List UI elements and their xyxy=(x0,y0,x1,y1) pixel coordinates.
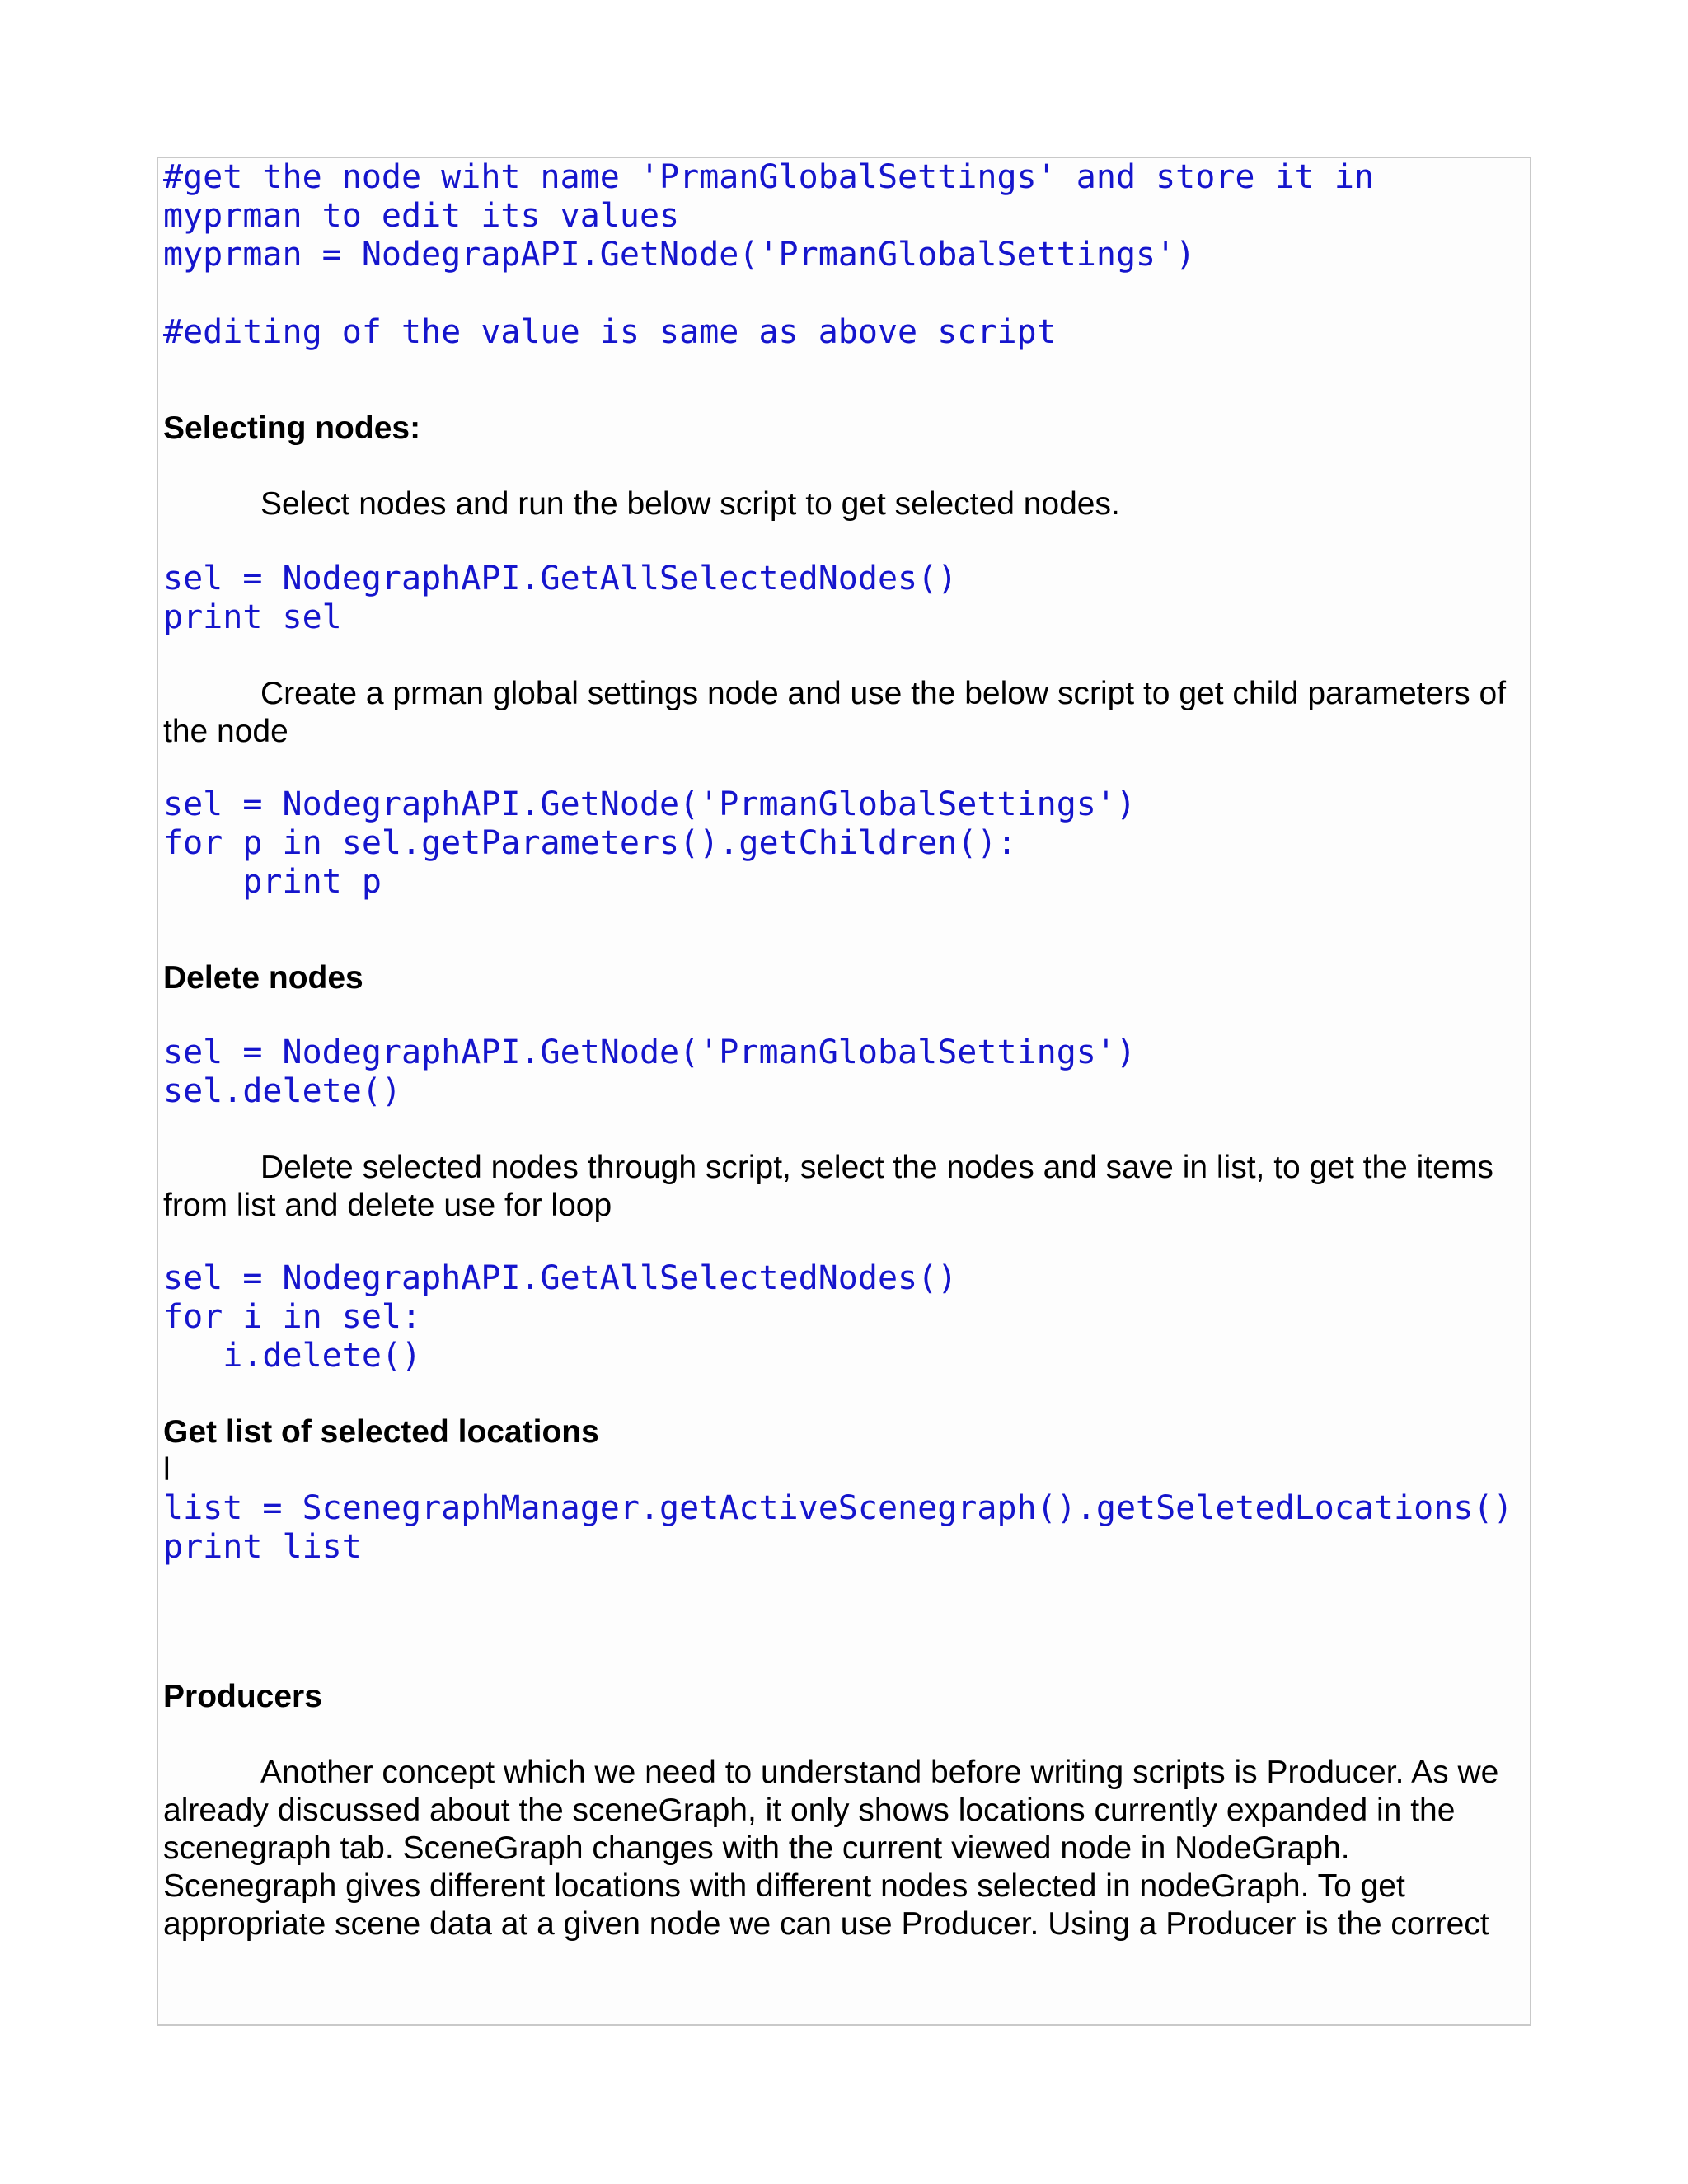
spacer xyxy=(163,352,1528,410)
section-heading-producers: Producers xyxy=(163,1679,322,1714)
code-block-get-node[interactable] xyxy=(163,158,1528,274)
section-heading-selecting-nodes: Selecting nodes: xyxy=(163,410,421,446)
code-block-selected-nodes[interactable] xyxy=(163,560,1528,637)
code-line: for p in sel.getParameters().getChildren(): xyxy=(163,824,1017,862)
code-line: #editing of the value is same as above script xyxy=(163,313,1057,351)
spacer xyxy=(163,274,1528,313)
spacer xyxy=(163,997,1528,1033)
code-line: myprman to edit its values xyxy=(163,197,680,235)
code-line: for i in sel: xyxy=(163,1298,422,1336)
spacer xyxy=(163,448,1528,485)
code-line: sel = NodegraphAPI.GetNode('PrmanGlobalSettings') xyxy=(163,785,1137,823)
paragraph: Create a prman global settings node and use the below script to get child parameters of the node xyxy=(163,676,1507,749)
spacer xyxy=(163,1567,1528,1678)
spacer xyxy=(163,1111,1528,1149)
spacer xyxy=(163,1225,1528,1259)
code-block-selected-locations[interactable] xyxy=(163,1489,1528,1567)
paragraph: Delete selected nodes through script, select the nodes and save in list, to get the items from list and delete use for loop xyxy=(163,1150,1493,1223)
code-line: sel = NodegraphAPI.GetAllSelectedNodes() xyxy=(163,560,958,598)
code-line: print p xyxy=(163,863,382,901)
paragraph: Select nodes and run the below script to get selected nodes. xyxy=(260,486,1120,522)
spacer xyxy=(163,1376,1528,1413)
section-heading-delete-nodes: Delete nodes xyxy=(163,960,363,996)
code-line: sel = NodegraphAPI.GetNode('PrmanGlobalSettings') xyxy=(163,1033,1137,1071)
section-heading-selected-locations: Get list of selected locations xyxy=(163,1414,599,1450)
code-line: print sel xyxy=(163,598,342,636)
code-block-edit-comment[interactable] xyxy=(163,313,1528,352)
code-block-delete-selected[interactable] xyxy=(163,1259,1528,1376)
spacer xyxy=(163,751,1528,785)
code-block-delete-node[interactable] xyxy=(163,1033,1528,1111)
page-content xyxy=(163,158,1528,1943)
code-line: #get the node wiht name 'PrmanGlobalSettings' and store it in xyxy=(163,158,1375,196)
paragraph: Another concept which we need to understand before writing scripts is Producer. As we already discussed about the sceneGraph, it only shows locations currently expanded in the scenegraph tab. SceneGraph changes with the current viewed node in NodeGraph. Scenegraph gives different locations with different nodes selected in nodeGraph. To get appropriate scene data at a given node we can use Producer. Using a Producer is the correct xyxy=(163,1755,1499,1942)
code-line: print list xyxy=(163,1528,362,1566)
code-block-child-parameters[interactable] xyxy=(163,785,1528,902)
spacer xyxy=(163,523,1528,560)
document-page xyxy=(157,157,1531,2026)
spacer xyxy=(163,1716,1528,1754)
code-line: myprman = NodegrapAPI.GetNode('PrmanGlobalSettings') xyxy=(163,236,1196,274)
code-line: sel.delete() xyxy=(163,1072,401,1110)
text-cursor[interactable]: l xyxy=(163,1452,171,1488)
code-line: list = ScenegraphManager.getActiveScenegraph().getSeletedLocations() xyxy=(163,1489,1513,1527)
spacer xyxy=(163,637,1528,675)
code-line: i.delete() xyxy=(163,1337,422,1375)
code-line: sel = NodegraphAPI.GetAllSelectedNodes() xyxy=(163,1259,958,1297)
spacer xyxy=(163,902,1528,959)
